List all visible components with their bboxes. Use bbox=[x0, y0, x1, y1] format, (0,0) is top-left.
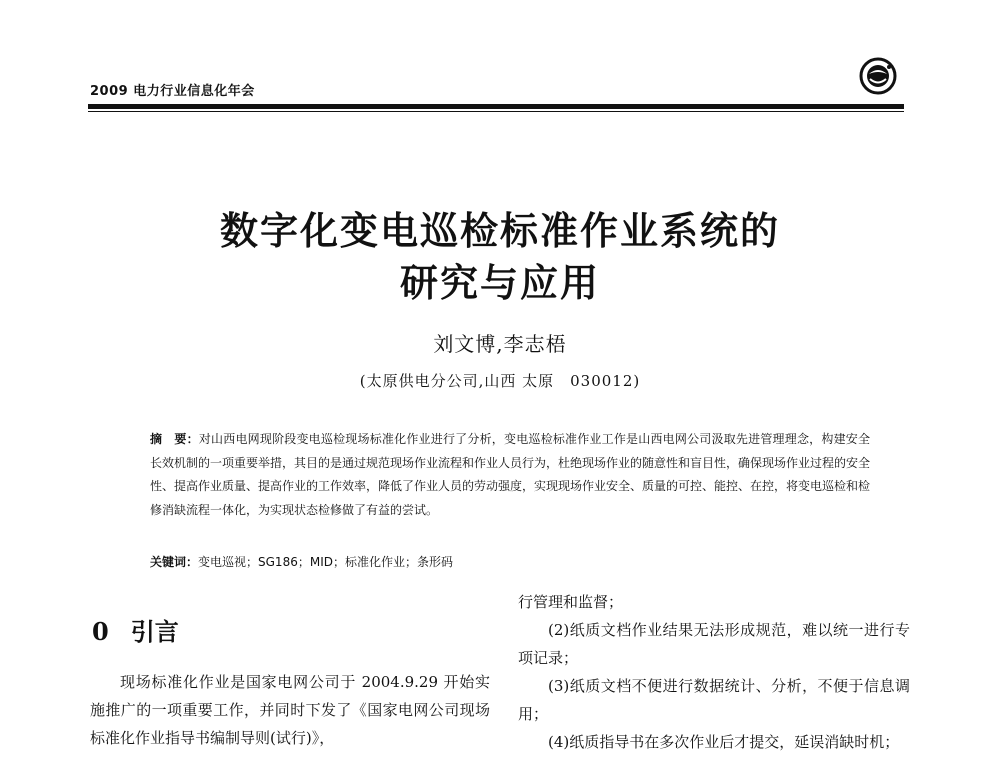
paper-title bbox=[100, 205, 900, 309]
keywords-label: 关键词： bbox=[150, 555, 199, 569]
keywords-text: 变电巡视；SG186；MID；标准化作业；条形码 bbox=[198, 555, 453, 569]
list-item-2: (2)纸质文档作业结果无法形成规范，难以统一进行专项记录； bbox=[518, 621, 910, 667]
body-line-continued: 行管理和监督； bbox=[518, 593, 624, 611]
list-item-3: (3)纸质文档不便进行数据统计、分析，不便于信息调用； bbox=[518, 677, 910, 723]
section-title: 引言 bbox=[130, 617, 179, 646]
abstract bbox=[150, 428, 870, 522]
right-column bbox=[518, 588, 910, 756]
left-column bbox=[90, 668, 490, 752]
list-item-4: (4)纸质指导书在多次作业后才提交，延误消缺时机； bbox=[548, 733, 900, 751]
body-paragraph: 现场标准化作业是国家电网公司于 2004.9.29 开始实施推广的一项重要工作，并同时下发了《国家电网公司现场标准化作业指导书编制导则(试行)》， bbox=[90, 673, 490, 747]
header-rule-thin bbox=[88, 111, 904, 112]
abstract-label: 摘 要： bbox=[150, 432, 199, 446]
section-number: 0 bbox=[92, 617, 109, 646]
header-rule-thick bbox=[88, 104, 904, 109]
affiliation: (太原供电分公司,山西 太原 030012) bbox=[359, 372, 641, 390]
conference-header: 2009 电力行业信息化年会 bbox=[90, 84, 255, 99]
conference-emblem-icon bbox=[858, 56, 898, 96]
section-heading bbox=[92, 612, 179, 647]
authors: 刘文博,李志梧 bbox=[433, 332, 567, 356]
abstract-text: 对山西电网现阶段变电巡检现场标准化作业进行了分析，变电巡检标准作业工作是山西电网公司汲取先进管理理念，构建安全长效机制的一项重要举措，其目的是通过规范现场作业流程和作业人员行为，杜绝现场作业的随意性和盲目性，确保现场作业过程的安全性、提高作业质量、提高作业的工作效率，降低了作业人员的劳动强度，实现现场作业安全、质量的可控、能控、在控，将变电巡检和检修消缺流程一体化，为实现状态检修做了有益的尝试。 bbox=[150, 432, 871, 517]
title-line-1: 数字化变电巡检标准作业系统的 bbox=[219, 208, 780, 253]
keywords bbox=[150, 552, 870, 572]
title-line-2: 研究与应用 bbox=[399, 260, 600, 305]
